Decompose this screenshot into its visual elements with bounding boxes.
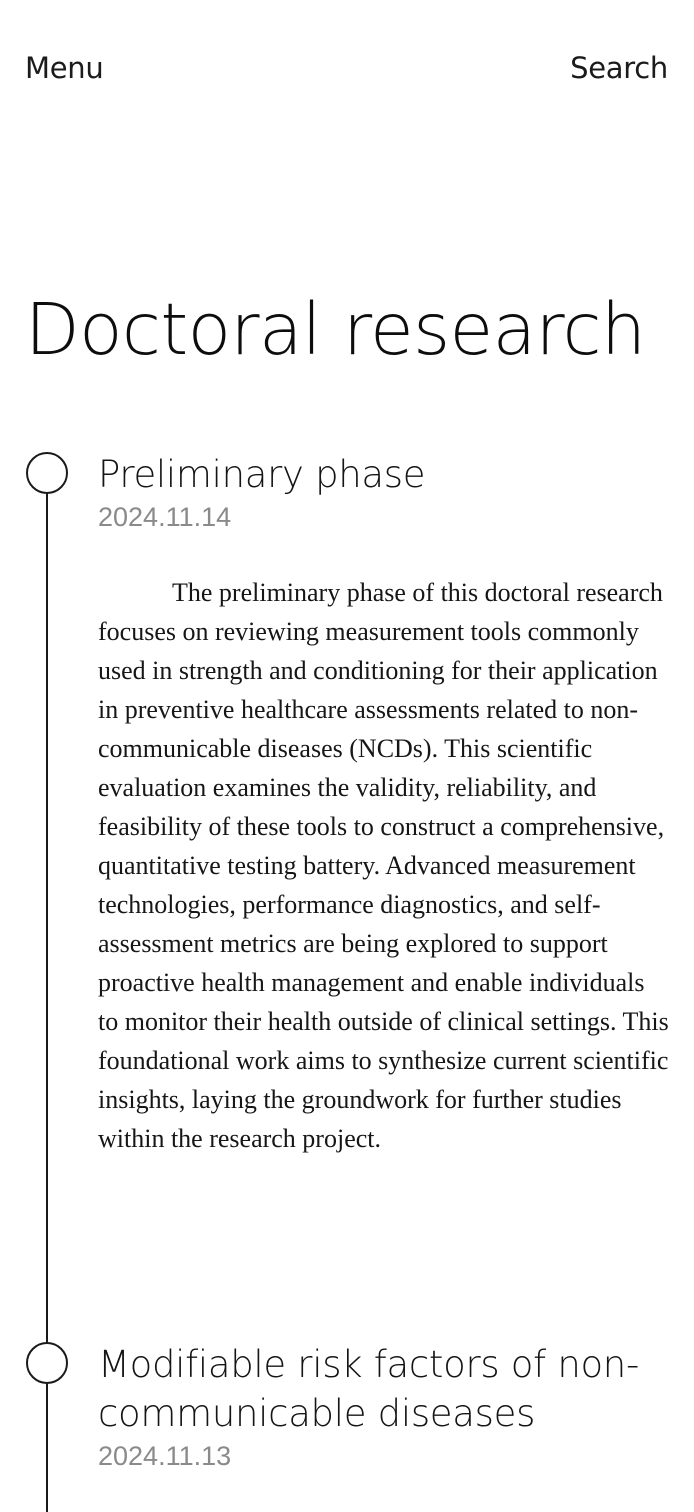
entry-date: 2024.11.13 [98, 1441, 232, 1471]
timeline-node-icon [26, 1342, 68, 1384]
entry-date: 2024.11.14 [98, 502, 232, 532]
timeline-entry [98, 450, 670, 1158]
menu-button[interactable]: Menu [25, 51, 104, 85]
search-button[interactable]: Search [570, 51, 668, 85]
page-title: Doctoral research [25, 288, 646, 371]
top-nav [25, 50, 668, 86]
entry-body: The preliminary phase of this doctoral research focuses on reviewing measurement tools commonly used in strength and conditioning for their application in preventive healthcare assessments related to non-communicable diseases (NCDs). This scientific evaluation examines the validity, reliability, and feasibility of these tools to construct a comprehensive, quantitative testing battery. Advanced measurement technologies, performance diagnostics, and self- assessment metrics are being explored to support proactive health management and enable individuals to monitor their health outside of clinical settings. This foundational work aims to synthesize current scientific insights, laying the groundwork for further studies within the research project. [98, 578, 669, 1153]
entry-title[interactable]: Preliminary phase [98, 453, 426, 496]
timeline-node-icon [26, 452, 68, 494]
timeline-entry [98, 1340, 670, 1474]
entry-title[interactable]: Modifiable risk factors of non-communicable diseases [98, 1343, 640, 1435]
